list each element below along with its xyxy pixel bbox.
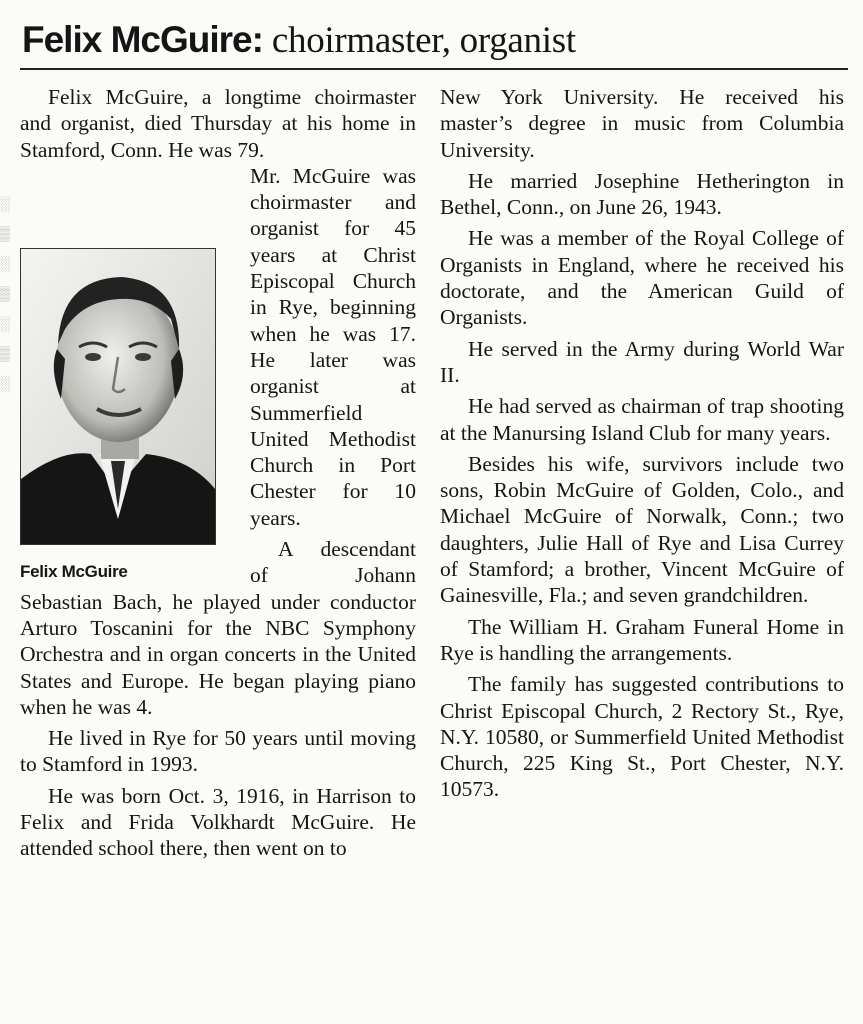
paragraph-1: Felix McGuire, a longtime choirmaster and organist, died Thursday at his home in Stamford, Conn. He was 79. [20,85,416,162]
portrait-illustration [21,249,215,544]
paragraph-10: He had served as chairman of trap shooting at the Manursing Island Club for many years. [440,394,844,445]
paragraph-8: He was a member of the Royal College of Organists in England, where he received his doctorate, and the American Guild of Organists. [440,226,844,330]
headline-name: Felix McGuire: [22,19,263,60]
photo-caption: Felix McGuire [20,561,128,581]
paragraph-2: Mr. McGuire was choirmaster and organist for 45 years at Christ Episcopal Church in Rye, beginning when he was 17. He later was organist at Summerfield United Methodist Church in Port Chester for 10 years. [250,163,416,530]
photo-block [20,163,250,581]
headline [22,18,852,63]
paragraph-6: New York University. He received his master’s degree in music from Columbia University. [440,85,844,162]
paragraph-7: He married Josephine Hetherington in Bethel, Conn., on June 26, 1943. [440,168,844,220]
headline-rule [20,68,848,70]
paragraph-3: A descendant of Johann Sebastian Bach, he played under conductor Arturo Toscanini for the NBC Symphony Orchestra and in organ concerts in the United States and Europe. He began playing piano when he was 4. [20,537,416,719]
right-column [440,84,844,808]
portrait-photo [20,248,216,545]
paragraph-4: He lived in Rye for 50 years until moving to Stamford in 1993. [20,726,416,777]
paragraph-11: Besides his wife, survivors include two sons, Robin McGuire of Golden, Colo., and Michael McGuire of Norwalk, Conn.; two daughters, Julie Hall of Rye and Lisa Currey of Stamford; a brother, Vincent McGuire of Gainesville, Fla.; and seven grandchildren. [440,451,844,608]
paragraph-12: The William H. Graham Funeral Home in Rye is handling the arrangements. [440,614,844,665]
headline-subtitle: choirmaster, organist [262,20,576,61]
paragraph-13: The family has suggested contributions to Christ Episcopal Church, 2 Rectory St., Rye, N.Y. 10580, or Summerfield United Methodist Church, 225 King St., Port Chester, N.Y. 10573. [440,672,844,802]
margin-bleed-decoration: ░ ▒ ░ ▒ ░ ▒ ░ [0,197,10,392]
paragraph-9: He served in the Army during World War II. [440,336,844,387]
left-column [20,84,416,867]
paragraph-5: He was born Oct. 3, 1916, in Harrison to Felix and Frida Volkhardt McGuire. He attended school there, then went on to [20,783,416,861]
